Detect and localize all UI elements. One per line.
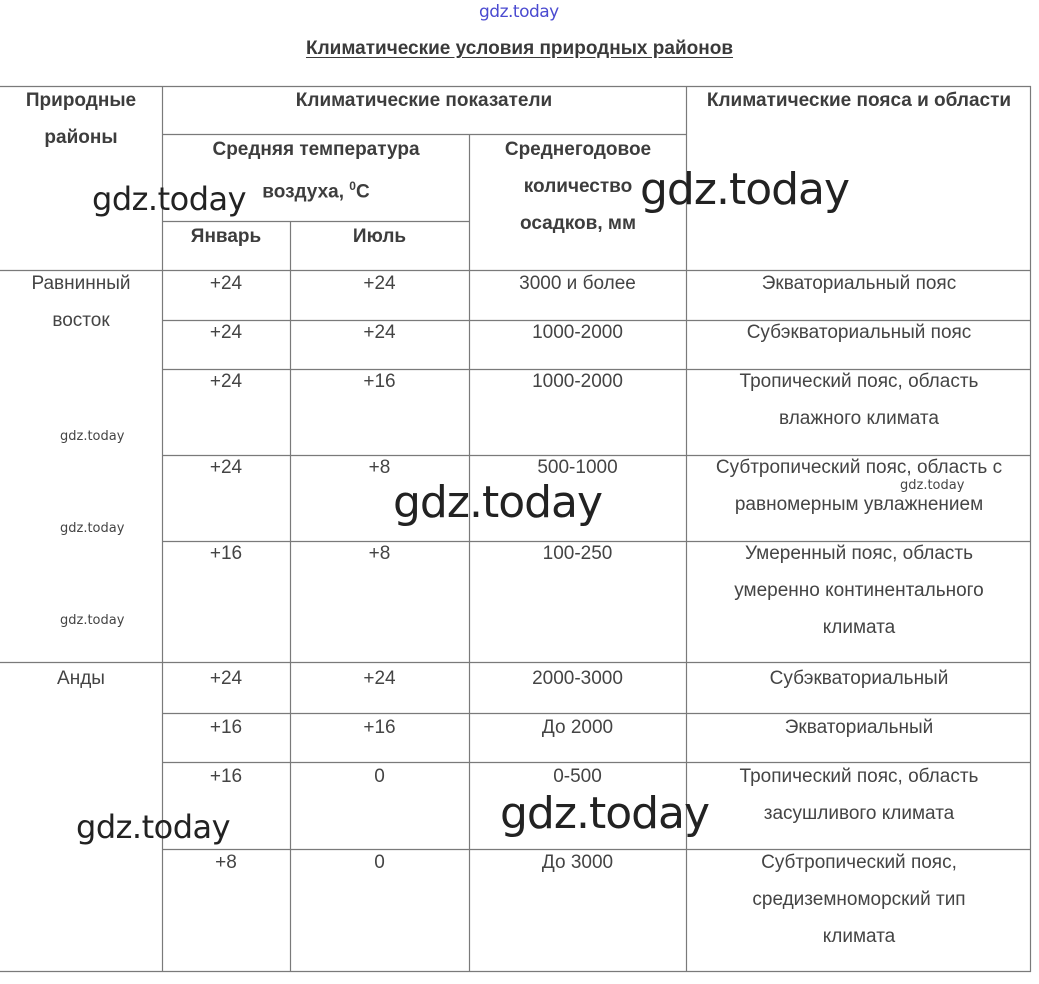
header-january: Январь (190, 226, 262, 247)
cell-july: +8 (368, 543, 391, 564)
cell-january: +16 (209, 717, 243, 738)
cell-zone: Субэкваториальный (769, 668, 949, 689)
watermark-top: gdz.today (479, 2, 559, 22)
watermark: gdz.today (393, 477, 603, 528)
cell-july: +8 (368, 457, 391, 478)
watermark: gdz.today (60, 613, 125, 628)
watermark: gdz.today (60, 429, 125, 444)
watermark: gdz.today (60, 521, 125, 536)
cell-july: 0 (374, 852, 385, 873)
cell-july: +16 (363, 717, 396, 738)
region-label: Равнинный восток (31, 273, 131, 331)
header-july: Июль (352, 226, 407, 247)
cell-precip: 0-500 (553, 766, 602, 787)
cell-january: +24 (209, 371, 243, 392)
header-temperature: Средняя температура воздуха, $^0$С (212, 139, 420, 203)
cell-precip: 1000-2000 (532, 371, 623, 392)
cell-july: 0 (374, 766, 385, 787)
cell-precip: До 2000 (541, 717, 614, 738)
watermark: gdz.today (92, 180, 247, 218)
cell-july: +16 (363, 371, 396, 392)
cell-january: +16 (209, 766, 243, 787)
cell-zone: Экваториальный (784, 717, 934, 738)
cell-january: +8 (215, 852, 237, 873)
cell-zone: Тропический пояс, область засушливого климата (739, 766, 979, 824)
cell-precip: 500-1000 (537, 457, 618, 478)
cell-zone: Экваториальный пояс (761, 273, 957, 294)
cell-zone: Субэкваториальный пояс (746, 322, 972, 343)
watermark: gdz.today (900, 478, 965, 493)
cell-zone: Тропический пояс, область влажного климата (739, 371, 979, 429)
cell-precip: 1000-2000 (532, 322, 623, 343)
cell-zone: Субтропический пояс, область с равномерным увлажнением (715, 457, 1003, 515)
watermark: gdz.today (640, 164, 850, 215)
header-zones: Климатические пояса и области (706, 90, 1012, 111)
page-title: Климатические условия природных районов (305, 38, 734, 59)
cell-precip: 3000 и более (519, 273, 636, 294)
cell-january: +16 (209, 543, 243, 564)
watermark: gdz.today (500, 788, 710, 839)
cell-precip: 2000-3000 (532, 668, 623, 689)
watermark: gdz.today (76, 808, 231, 846)
region-label: Анды (57, 668, 105, 689)
cell-january: +24 (209, 668, 243, 689)
cell-january: +24 (209, 457, 243, 478)
cell-january: +24 (209, 273, 243, 294)
header-region: Природные районы (25, 90, 137, 148)
cell-july: +24 (363, 668, 396, 689)
cell-zone: Умеренный пояс, область умеренно континентального климата (734, 543, 984, 638)
cell-precip: До 3000 (541, 852, 614, 873)
cell-january: +24 (209, 322, 243, 343)
header-precipitation: Среднегодовое количество осадков, мм (504, 139, 652, 234)
header-indicators: Климатические показатели (295, 90, 553, 111)
cell-zone: Субтропический пояс, средиземноморский тип климата (752, 852, 966, 947)
cell-july: +24 (363, 322, 396, 343)
cell-july: +24 (363, 273, 396, 294)
cell-precip: 100-250 (542, 543, 613, 564)
